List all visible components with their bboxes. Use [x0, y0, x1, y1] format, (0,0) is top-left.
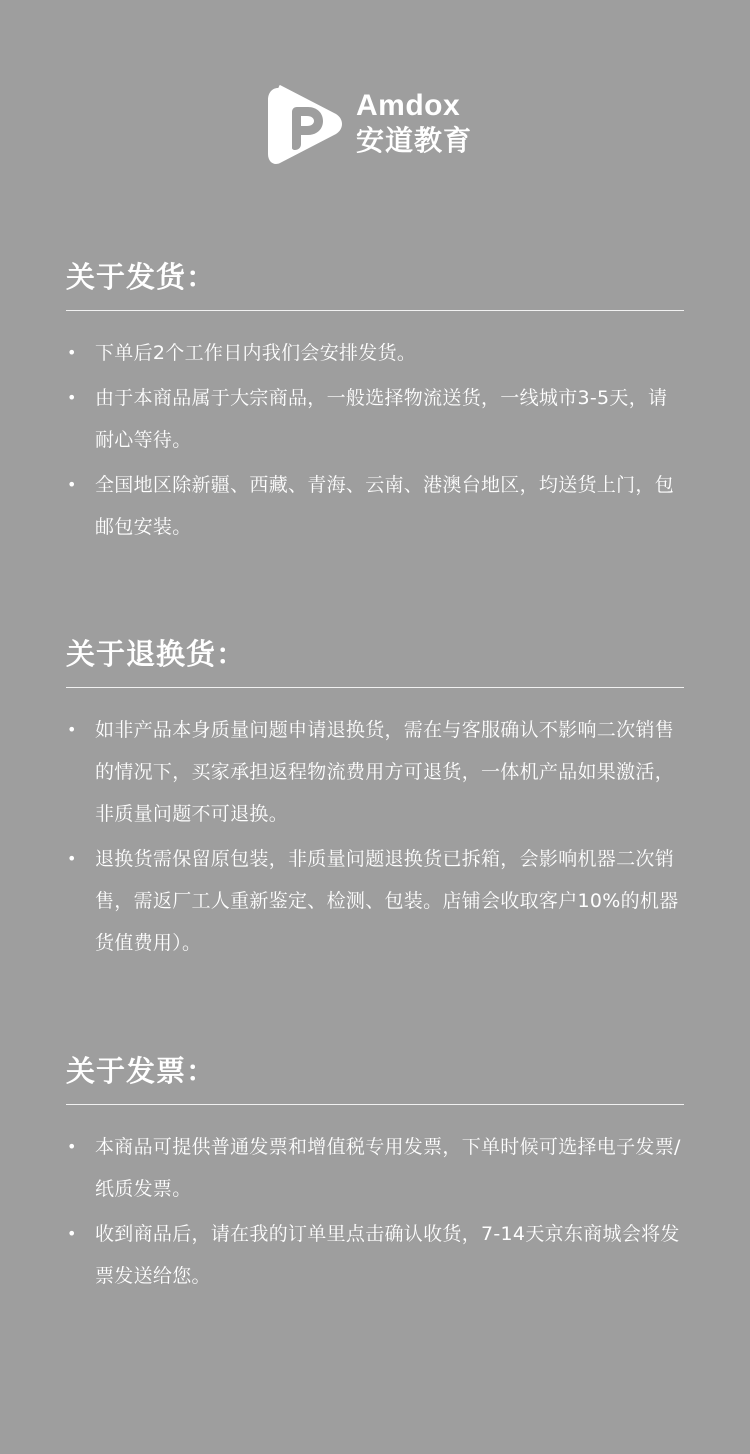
section-title: 关于发货：	[66, 260, 217, 294]
brand-wordmark	[356, 90, 472, 158]
brand-logo	[268, 82, 472, 166]
list-item	[66, 838, 684, 964]
section-list	[66, 709, 684, 964]
bullet-icon: •	[67, 343, 77, 362]
play-p-logo-icon	[268, 82, 344, 166]
bullet-icon: •	[67, 388, 77, 407]
list-item	[66, 377, 684, 461]
section-title: 关于发票：	[66, 1054, 217, 1088]
list-item-text: 退换货需保留原包装，非质量问题退换货已拆箱，会影响机器二次销售，需返厂工人重新鉴定、检测、包装。店铺会收取客户10%的机器货值费用）。	[95, 848, 679, 954]
brand-name-en: Amdox	[356, 89, 461, 122]
bullet-icon: •	[67, 720, 77, 739]
bullet-icon: •	[67, 475, 77, 494]
section-list	[66, 1126, 684, 1297]
section-divider	[66, 687, 684, 688]
list-item	[66, 464, 684, 548]
shipping-section	[66, 257, 684, 551]
list-item	[66, 709, 684, 835]
bullet-icon: •	[67, 1137, 77, 1156]
list-item	[66, 1126, 684, 1210]
invoice-section	[66, 1051, 684, 1300]
list-item-text: 收到商品后，请在我的订单里点击确认收货，7-14天京东商城会将发票发送给您。	[95, 1223, 680, 1287]
list-item	[66, 332, 684, 374]
list-item-text: 如非产品本身质量问题申请退换货，需在与客服确认不影响二次销售的情况下，买家承担返程物流费用方可退货，一体机产品如果激活，非质量问题不可退换。	[95, 719, 675, 825]
list-item-text: 全国地区除新疆、西藏、青海、云南、港澳台地区，均送货上门，包邮包安装。	[95, 474, 675, 538]
list-item-text: 本商品可提供普通发票和增值税专用发票，下单时候可选择电子发票/纸质发票。	[95, 1136, 681, 1200]
list-item-text: 由于本商品属于大宗商品，一般选择物流送货，一线城市3-5天，请耐心等待。	[95, 387, 668, 451]
list-item	[66, 1213, 684, 1297]
section-title: 关于退换货：	[66, 637, 247, 671]
section-list	[66, 332, 684, 548]
returns-section	[66, 634, 684, 967]
bullet-icon: •	[67, 1224, 77, 1243]
list-item-text: 下单后2个工作日内我们会安排发货。	[95, 342, 417, 364]
bullet-icon: •	[67, 849, 77, 868]
brand-name-cn: 安道教育	[356, 124, 473, 157]
section-divider	[66, 310, 684, 311]
section-divider	[66, 1104, 684, 1105]
